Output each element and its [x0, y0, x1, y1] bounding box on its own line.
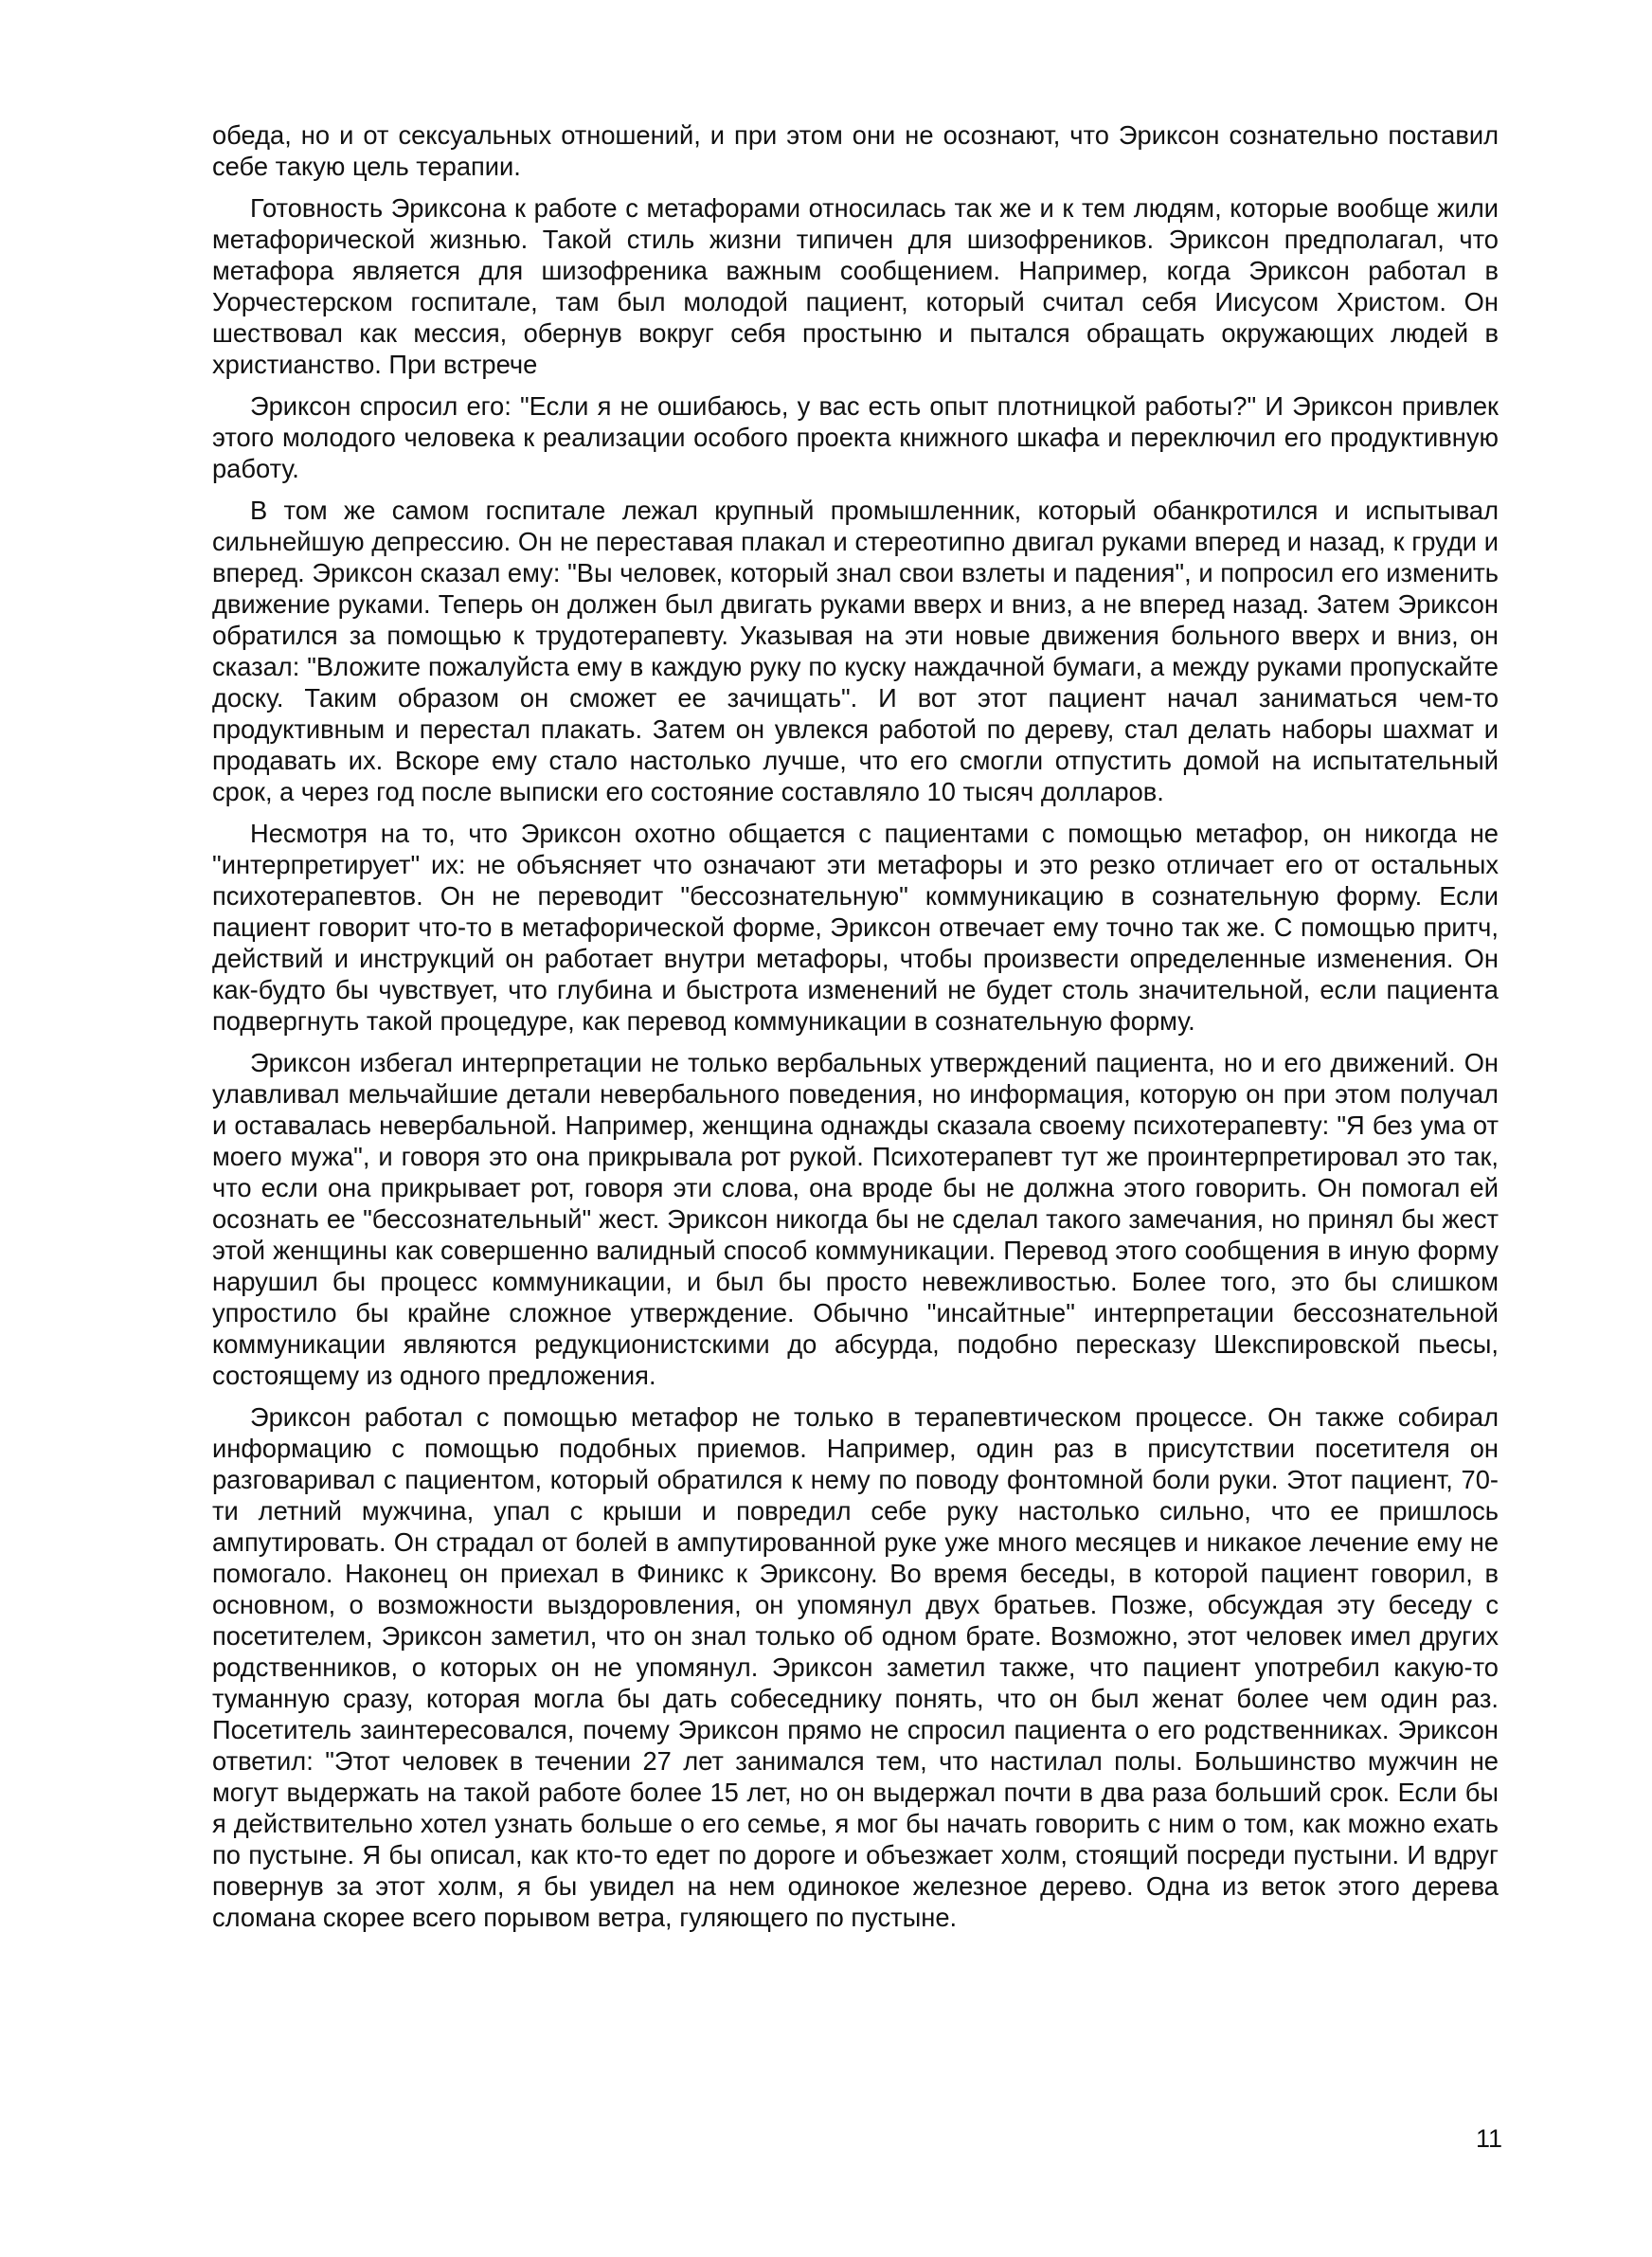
paragraph: Эриксон избегал интерпретации не только вербальных утверждений пациента, но и его движений. Он улавливал мельчайшие детали невербального поведения, но информация, которую он при этом получал и оставалась невербальной. Например, женщина однажды сказала своему психотерапевту: "Я без ума от моего мужа", и говоря это она прикрывала рот рукой. Психотерапевт тут же проинтерпретировал это так, что если она прикрывает рот, говоря эти слова, она вроде бы не должна этого говорить. Он помогал ей осознать ее "бессознательный" жест. Эриксон никогда бы не сделал такого замечания, но принял бы жест этой женщины как совершенно валидный способ коммуникации. Перевод этого сообщения в иную форму нарушил бы процесс коммуникации, и был бы просто невежливостью. Более того, это бы слишком упростило бы крайне сложное утверждение. Обычно "инсайтные" интерпретации бессознательной коммуникации являются редукционистскими до абсурда, подобно пересказу Шекспировской пьесы, состоящему из одного предложения.	[212, 1048, 1499, 1390]
page-number: 11	[1475, 2124, 1502, 2153]
paragraph: Готовность Эриксона к работе с метафорами относилась так же и к тем людям, которые вообще жили метафорической жизнью. Такой стиль жизни типичен для шизофреников. Эриксон предполагал, что метафора является для шизофреника важным сообщением. Например, когда Эриксон работал в Уорчестерском госпитале, там был молодой пациент, который считал себя Иисусом Христом. Он шествовал как мессия, обернув вокруг себя простыню и пытался обращать окружающих людей в христианство. При встрече	[212, 193, 1499, 379]
paragraph: Несмотря на то, что Эриксон охотно общается с пациентами с помощью метафор, он никогда не "интерпретирует" их: не объясняет что означают эти метафоры и это резко отличает его от остальных психотерапевтов. Он не переводит "бессознательную" коммуникацию в сознательную форму. Если пациент говорит что-то в метафорической форме, Эриксон отвечает ему точно так же. С помощью притч, действий и инструкций он работает внутри метафоры, чтобы произвести определенные изменения. Он как-будто бы чувствует, что глубина и быстрота изменений не будет столь значительной, если пациента подвергнуть такой процедуре, как перевод коммуникации в сознательную форму.	[212, 819, 1499, 1036]
body-text	[212, 119, 1499, 1943]
paragraph: Эриксон спросил его: "Если я не ошибаюсь, у вас есть опыт плотницкой работы?" И Эриксон привлек этого молодого человека к реализации особого проекта книжного шкафа и переключил его продуктивную работу.	[212, 391, 1499, 483]
paragraph-continued: обеда, но и от сексуальных отношений, и при этом они не осознают, что Эриксон сознательно поставил себе такую цель терапии.	[212, 120, 1499, 181]
paragraph: Эриксон работал с помощью метафор не только в терапевтическом процессе. Он также собирал информацию с помощью подобных приемов. Например, один раз в присутствии посетителя он разговаривал с пациентом, который обратился к нему по поводу фонтомной боли руки. Этот пациент, 70-ти летний мужчина, упал с крыши и повредил себе руку настолько сильно, что ее пришлось ампутировать. Он страдал от болей в ампутированной руке уже много месяцев и никакое лечение ему не помогало. Наконец он приехал в Финикс к Эриксону. Во время беседы, в которой пациент говорил, в основном, о возможности выздоровления, он упомянул двух братьев. Позже, обсуждая эту беседу с посетителем, Эриксон заметил, что он знал только об одном брате. Возможно, этот человек имел других родственников, о которых он не упомянул. Эриксон заметил также, что пациент употребил какую-то туманную сразу, которая могла бы дать собеседнику понять, что он был женат более чем один раз. Посетитель заинтересовался, почему Эриксон прямо не спросил пациента о его родственниках. Эриксон ответил: "Этот человек в течении 27 лет занимался тем, что настилал полы. Большинство мужчин не могут выдержать на такой работе более 15 лет, но он выдержал почти в два раза больший срок. Если бы я действительно хотел узнать больше о его семье, я мог бы начать говорить с ним о том, как можно ехать по пустыне. Я бы описал, как кто-то едет по дороге и объезжает холм, стоящий посреди пустыни. И вдруг повернув за этот холм, я бы увидел на нем одинокое железное дерево. Одна из веток этого дерева сломана скорее всего порывом ветра, гуляющего по пустыне.	[212, 1402, 1499, 1932]
paragraph: В том же самом госпитале лежал крупный промышленник, который обанкротился и испытывал сильнейшую депрессию. Он не переставая плакал и стереотипно двигал руками вперед и назад, к груди и вперед. Эриксон сказал ему: "Вы человек, который знал свои взлеты и падения", и попросил его изменить движение руками. Теперь он должен был двигать руками вверх и вниз, а не вперед назад. Затем Эриксон обратился за помощью к трудотерапевту. Указывая на эти новые движения больного вверх и вниз, он сказал: "Вложите пожалуйста ему в каждую руку по куску наждачной бумаги, а между руками пропускайте доску. Таким образом он сможет ее зачищать". И вот этот пациент начал заниматься чем-то продуктивным и перестал плакать. Затем он увлекся работой по дереву, стал делать наборы шахмат и продавать их. Вскоре ему стало настолько лучше, что его смогли отпустить домой на испытательный срок, а через год после выписки его состояние составляло 10 тысяч долларов.	[212, 496, 1499, 806]
